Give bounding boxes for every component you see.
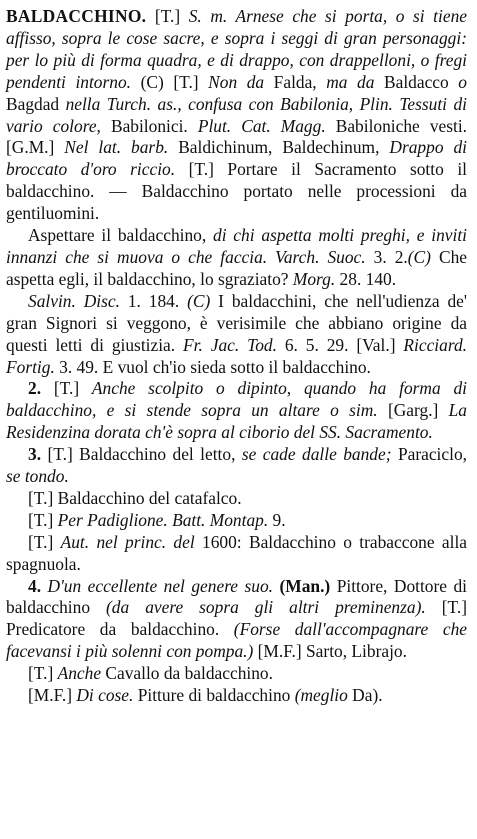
entry-paragraph [6,378,467,444]
entry-paragraph [6,663,467,685]
text-run: [T.] [41,378,92,399]
headword: BALDACCHINO. [6,6,147,26]
text-run: Babiloniche vesti. [G.M.] [6,115,468,158]
text-run: S. m. Arnese che si porta, o si tiene affisso, sopra le cose sacre, e sopra i seggi di gran personaggi: per lo più di forma quadra, e di drappo, con drappelloni, o fregi pendenti intorno. [6,6,467,92]
entry-paragraph [6,576,467,664]
text-run: (C) [407,246,431,267]
text-run: Aut. nel princ. del [60,531,195,552]
text-run: 9. [268,509,286,530]
sense-number: (Man.) [279,575,331,596]
entry-paragraph [6,532,467,576]
text-run: I baldacchini, che nell'udienza de' gran Signori si veggono, è verisimile che abbiano origine da questi letti di giustizia. [6,290,467,355]
text-run: ma da [326,71,375,92]
text-run: Cavallo da baldacchino. [101,663,273,684]
text-run: Anche scolpito o dipinto, quando ha forma di baldacchino, e si stende sopra un altare o sim. [6,378,467,421]
text-run: se tondo. [6,466,69,487]
text-run: [M.F.] [28,685,77,706]
text-run: [T.] [146,6,189,26]
text-run: Bagdad [6,93,66,114]
text-run: 6. 5. 29. [Val.] [276,334,404,355]
text-run: [T.] [28,531,61,552]
text-run: [T.] Portare il Sacramento sotto il baldacchino. — Baldacchino portato nelle processioni da gentiluomini. [6,159,467,224]
text-run: Morg. [292,268,336,289]
text-run: se cade dalle bande; [241,444,392,465]
text-run: Paraciclo, [391,444,467,465]
text-run: Fr. Jac. Tod. [183,334,277,355]
text-run: 1600: Baldacchino o trabaccone alla spagnuola. [6,531,468,574]
entry-paragraph [6,444,467,488]
text-run: 3. 49. E vuol ch'io sieda sotto il baldacchino. [54,356,371,377]
sense-number: 3. [28,444,42,465]
text-run: Di cose. [76,685,134,706]
entry-paragraph [6,225,467,291]
text-run: Plut. Cat. Magg. [197,115,326,136]
text-run: (C) [T.] [131,71,209,92]
text-run: [T.] [28,509,58,530]
text-run: [T.] Predicatore da baldacchino. [6,597,467,640]
sense-number: 2. [28,378,42,399]
entry-paragraph [6,488,467,510]
text-run: Nel lat. barb. [64,137,169,158]
text-run: [Garg.] [377,400,449,421]
text-run: Non da [208,71,265,92]
text-run: Drappo di broccato d'oro riccio. [6,137,468,180]
text-run: (Forse dall'accompagnare che facevansi i più solenni con pompa.) [6,619,467,662]
text-run: Che aspetta egli, il baldacchino, lo sgraziato? [6,246,467,289]
sense-number: 4. [28,575,42,596]
dictionary-entry-baldacchino [6,6,467,707]
text-run: Ricciard. Fortig. [6,334,467,377]
text-run: [T.] [28,663,58,684]
entry-definition [6,6,467,225]
entry-paragraph [6,510,467,532]
text-run: Babilonici. [100,115,198,136]
text-run: Aspettare il baldacchino, [28,225,213,246]
text-run: Baldacco [374,71,459,92]
text-run: [T.] Baldacchino del letto, [41,444,242,465]
text-run: Baldichinum, Baldechinum, [168,137,390,158]
text-run: (da avere sopra gli altri preminenza). [106,597,426,618]
text-run: (meglio [294,685,348,706]
text-run: 1. 184. [119,290,188,311]
text-run: Pittore, Dottore di baldacchino [6,575,468,618]
text-run: 3. 2. [365,246,408,267]
text-run: La Residenzina dorata ch'è sopra al ciborio del SS. Sacramento. [6,400,468,443]
text-run: [T.] Baldacchino del catafalco. [28,487,242,508]
text-run: o [458,71,467,92]
entry-paragraph [6,291,467,379]
text-run: 28. 140. [335,268,397,289]
text-run: Per Padiglione. Batt. Montap. [57,509,269,530]
entry-paragraph [6,685,467,707]
text-run: nella Turch. as., confusa con Babilonia, Plin. Tessuti di vario colore, [6,93,467,136]
text-run: (C) [187,290,211,311]
text-run: Salvin. Disc. [28,290,120,311]
text-run: Anche [57,663,102,684]
text-run: D'un eccellente nel genere suo. [47,575,274,596]
text-run: Falda, [264,71,327,92]
text-run: di chi aspetta molti preghi, e inviti innanzi che si muova o che faccia. Varch. Suoc. [6,225,467,267]
text-run: Da). [347,685,383,706]
text-run: [M.F.] Sarto, Librajo. [253,641,407,662]
text-run: Pitture di baldacchino [133,685,295,706]
